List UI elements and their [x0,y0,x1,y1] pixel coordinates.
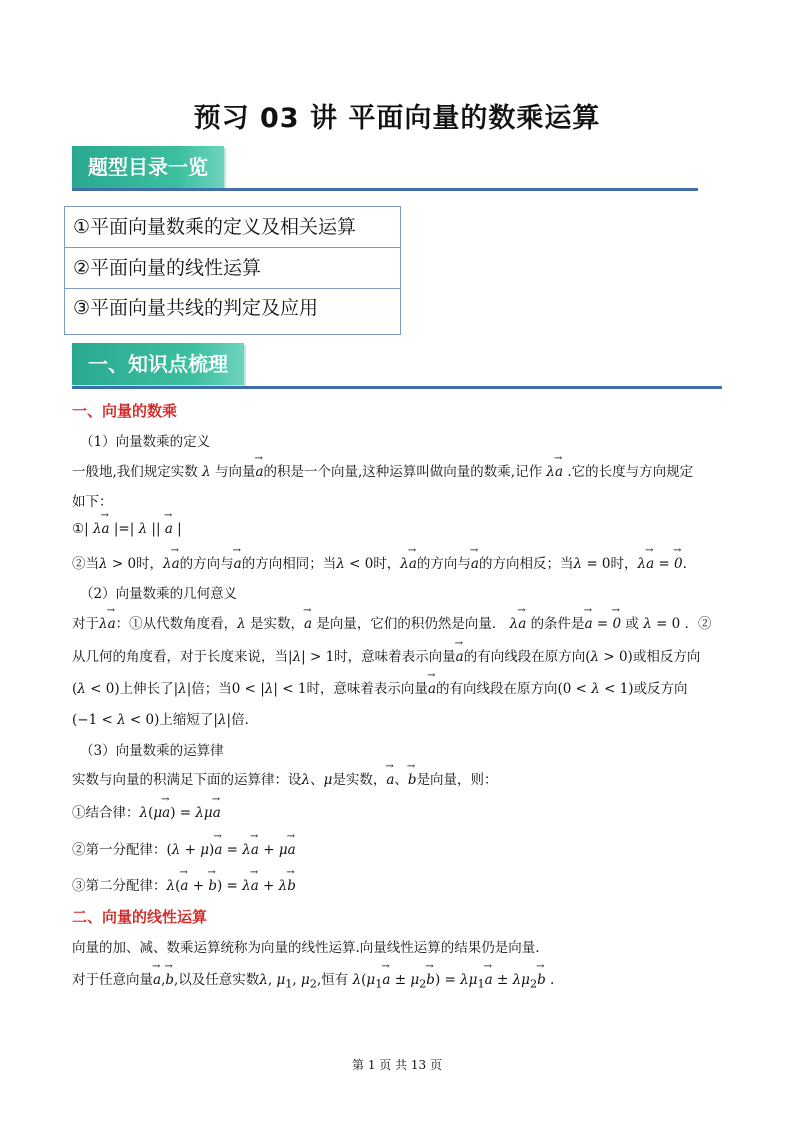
definition-paragraph: 一般地,我们规定实数 λ 与向量→ a的积是一个向量,这种运算叫做向量的数乘,记作 λ→ a .它的长度与方向规定 [72,460,693,480]
knowledge-rule [72,386,722,389]
linear-ops-formula: 对于任意向量→ a,→ b,以及任意实数λ, $\mu_1$, $\mu_2$,恒有 $\lambda(\mu_1\to a \pm \mu_2\to b) = \lambda\mu_1\to a \pm \lambda\mu_2\to b$ . [72,968,554,991]
law-first-distributive: ②第一分配律：(λ + μ)→ a = λ→ a + μ→ a [72,838,296,858]
geometry-line-4: (−1 < λ < 0)上缩短了|λ|倍. [72,712,249,728]
geometry-line-1: 对于λ→ a：①从代数角度看，λ 是实数，→ a 是向量，它们的积仍然是向量． λ→ a 的条件是→ a = → 0 或 λ = 0 ．② [72,612,712,632]
section2-heading: 二、向量的线性运算 [72,908,208,926]
rule-magnitude: ①| λ→ a |=| λ || → a | [72,521,182,537]
rule-direction: ②当λ > 0时，λ→ a的方向与→ a的方向相同；当λ < 0时，λ→ a的方向与→ a的方向相反；当λ = 0时，λ→ a = → 0. [72,552,687,572]
page-footer: 第 1 页 共 13 页 [352,1058,442,1072]
toc-item-3: ③平面向量共线的判定及应用 [73,297,319,319]
page-title: 预习 03 讲 平面向量的数乘运算 [193,103,601,134]
geometry-line-3: (λ < 0)上伸长了|λ|倍；当0 < |λ| < 1时，意味着表示向量→ a的有向线段在原方向(0 < λ < 1)或反方向 [72,677,688,697]
knowledge-banner-text: 一、知识点梳理 [88,352,228,376]
laws-intro: 实数与向量的积满足下面的运算律：设λ、μ是实数，→ a、→ b是向量，则： [72,768,498,788]
definition-paragraph-cont: 如下： [72,494,113,510]
law-second-distributive: ③第二分配律：λ(→ a + → b) = λ→ a + λ→ b [72,874,296,894]
question-type-table [64,206,401,335]
subheading-definition: （1）向量数乘的定义 [80,434,211,450]
catalog-rule [72,188,698,191]
geometry-line-2: 从几何的角度看，对于长度来说，当|λ| > 1时，意味着表示向量→ a的有向线段在原方向(λ > 0)或相反方向 [72,645,700,665]
law-associative: ①结合律：λ(μ→ a) = λμ→ a [72,801,221,821]
subheading-laws: （3）向量数乘的运算律 [80,743,224,759]
knowledge-banner [72,343,244,385]
toc-item-2: ②平面向量的线性运算 [65,248,400,289]
catalog-banner [72,146,224,188]
section1-heading: 一、向量的数乘 [72,402,178,420]
linear-ops-paragraph: 向量的加、减、数乘运算统称为向量的线性运算.向量线性运算的结果仍是向量. [72,940,540,956]
catalog-banner-text: 题型目录一览 [88,155,208,179]
toc-item-1: ①平面向量数乘的定义及相关运算 [65,207,400,248]
subheading-geometry: （2）向量数乘的几何意义 [80,586,238,602]
